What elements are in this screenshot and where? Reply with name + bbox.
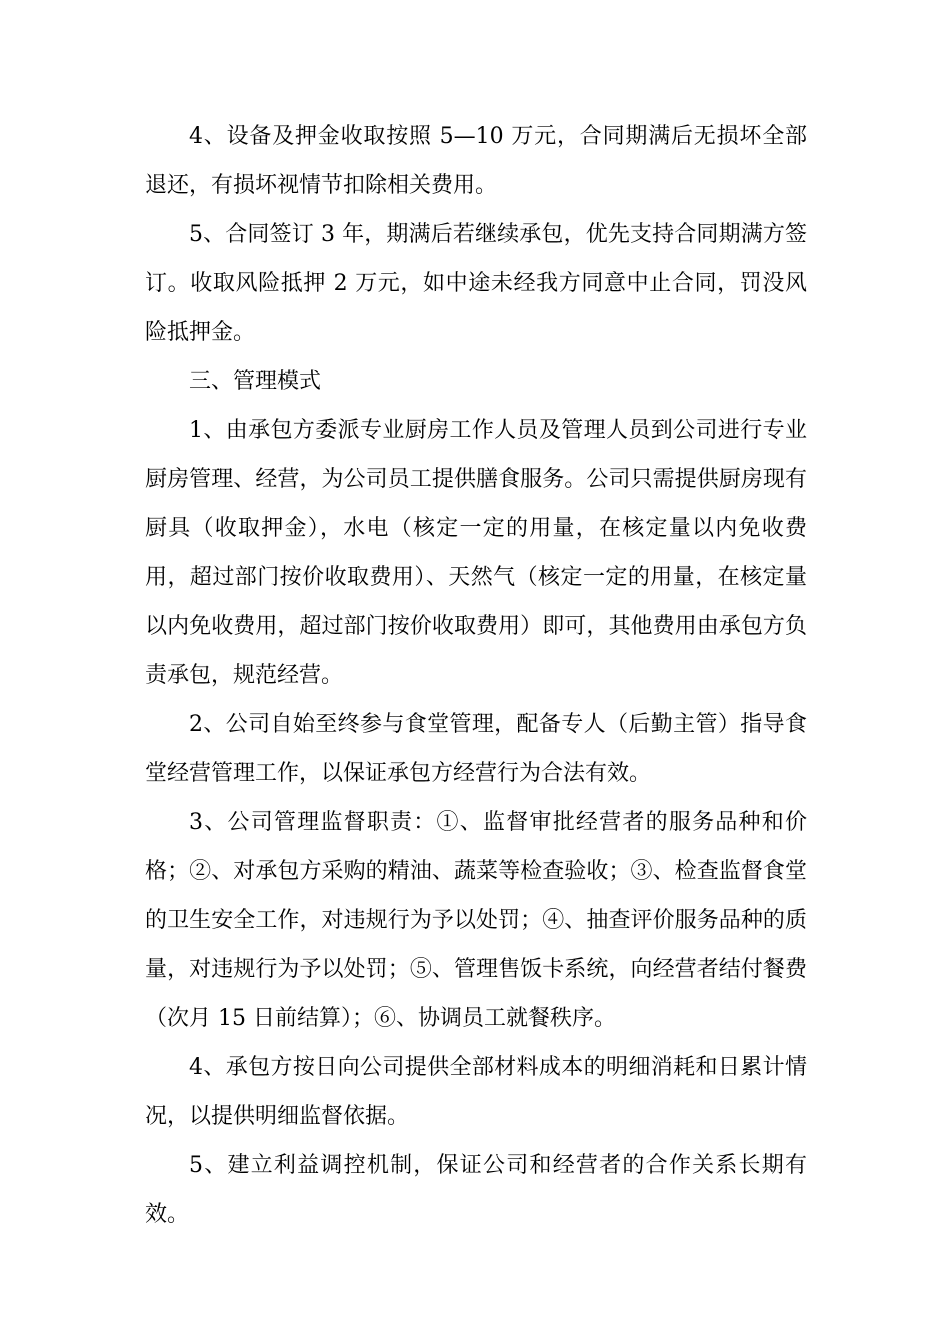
section-heading-management-mode: 三、管理模式 bbox=[189, 369, 322, 394]
paragraph-deposit-terms: 4、设备及押金收取按照 5—10 万元，合同期满后无损坏全部退还，有损坏视情节扣除相关费用。 bbox=[145, 124, 807, 198]
paragraph-management-5: 5、建立利益调控机制，保证公司和经营者的合作关系长期有效。 bbox=[145, 1153, 807, 1227]
paragraph-management-3: 3、公司管理监督职责：①、监督审批经营者的服务品种和价格；②、对承包方采购的精油、蔬菜等检查验收；③、检查监督食堂的卫生安全工作，对违规行为予以处罚；④、抽查评价服务品种的质量，对违规行为予以处罚；⑤、管理售饭卡系统，向经营者结付餐费（次月 15 日前结算）；⑥、协调员工就餐秩序。 bbox=[145, 810, 807, 1031]
paragraph-management-1: 1、由承包方委派专业厨房工作人员及管理人员到公司进行专业厨房管理、经营，为公司员工提供膳食服务。公司只需提供厨房现有厨具（收取押金），水电（核定一定的用量，在核定量以内免收费用，超过部门按价收取费用）、天然气（核定一定的用量，在核定量以内免收费用，超过部门按价收取费用）即可，其他费用由承包方负责承包，规范经营。 bbox=[145, 418, 807, 688]
paragraph-management-4: 4、承包方按日向公司提供全部材料成本的明细消耗和日累计情况，以提供明细监督依据。 bbox=[145, 1055, 807, 1129]
paragraph-contract-term: 5、合同签订 3 年，期满后若继续承包，优先支持合同期满方签订。收取风险抵押 2 万元，如中途未经我方同意中止合同，罚没风险抵押金。 bbox=[145, 222, 807, 345]
paragraph-management-2: 2、公司自始至终参与食堂管理，配备专人（后勤主管）指导食堂经营管理工作，以保证承包方经营行为合法有效。 bbox=[145, 712, 807, 786]
